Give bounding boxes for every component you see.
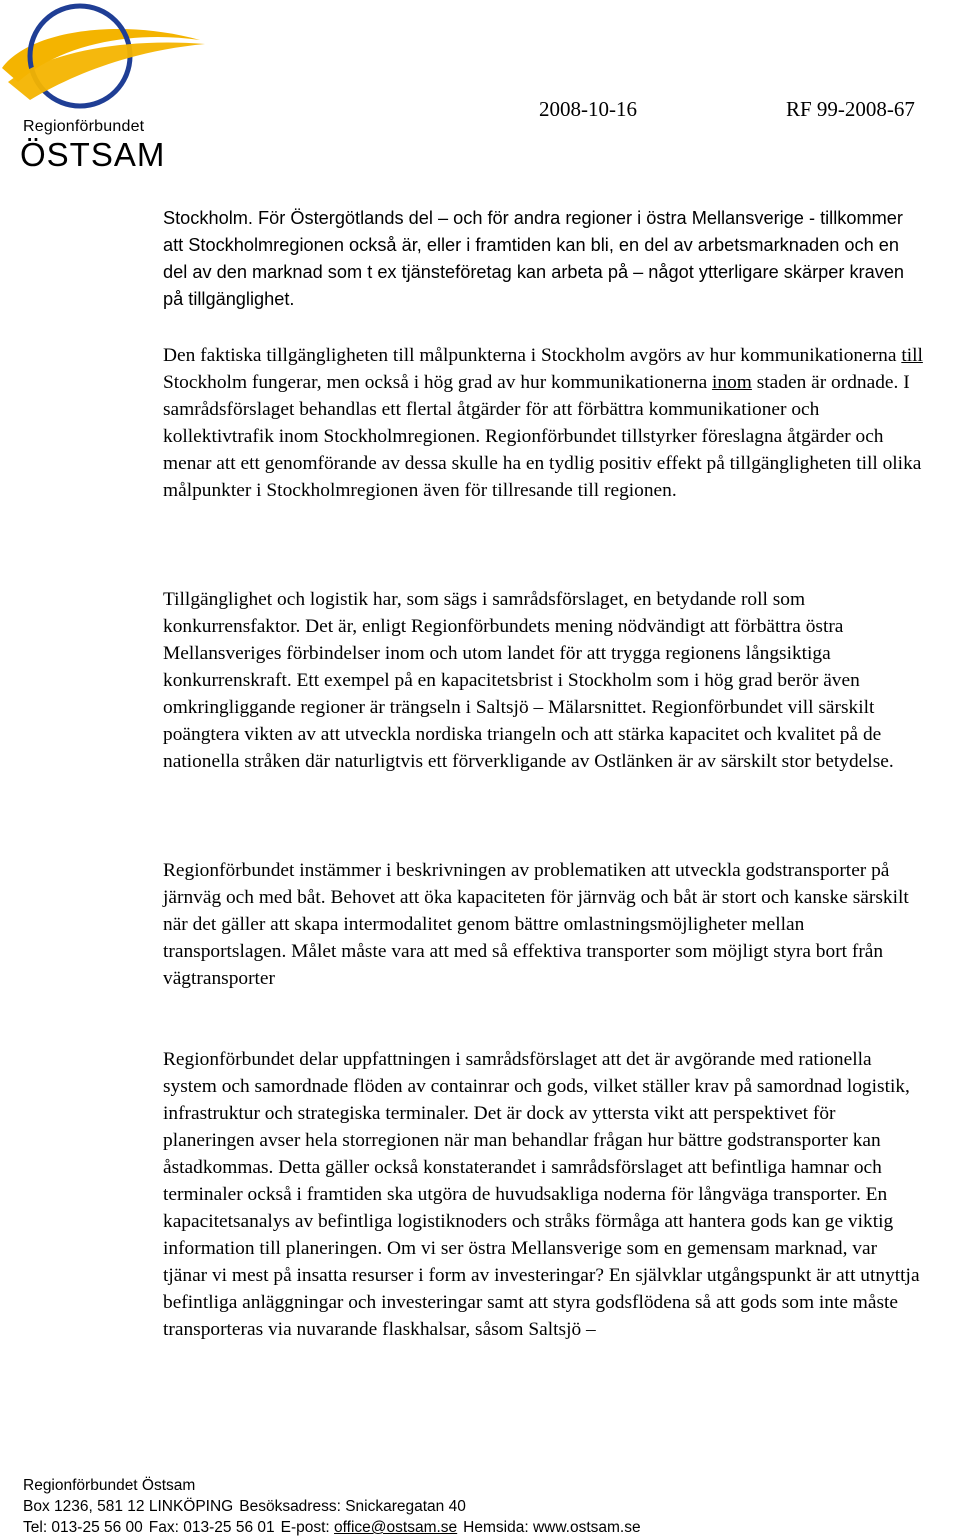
paragraph-1-text: Stockholm. För Östergötlands del – och för andra regioner i östra Mellansverige - tillkommer att Stockholmregionen också är, eller i framtiden kan bli, en del av arbetsmarknaden och en del av den marknad som t ex tjänsteföretag kan arbeta på – något ytterligare skärper kraven på tillgänglighet. <box>163 208 905 309</box>
logo-emblem-icon <box>0 0 210 130</box>
paragraph-2 <box>163 342 923 504</box>
paragraph-3-text: Tillgänglighet och logistik har, som sägs i samrådsförslaget, en betydande roll som konkurrensfaktor. Det är, enligt Regionförbundets mening nödvändigt att förbättra östra Mellansveriges förbindelser inom och utom landet för att trygga regionens långsiktiga konkurrenskraft. Ett exempel på en kapacitetsbrist i Stockholm som i hög grad berör även omkringliggande regioner är trängseln i Saltsjö – Mälarsnittet. Regionförbundet vill särskilt poängtera vikten av att utveckla nordiska triangeln och att stärka kapacitet och kvalitet på de nationella stråken där naturligtvis ett förverkligande av Ostlänken är av särskilt stor betydelse. <box>163 589 894 772</box>
paragraph-5 <box>163 1046 923 1343</box>
logo-org-big: ÖSTSAM <box>20 136 166 173</box>
footer-visit-address: Besöksadress: Snickaregatan 40 <box>239 1498 466 1515</box>
paragraph-5-text: Regionförbundet delar uppfattningen i samrådsförslaget att det är avgörande med rationella system och samordnade flöden av containrar och gods, vilket ställer krav på samordnad logistik, infrastruktur och strategiska terminaler. Det är dock av yttersta vikt att perspektivet för planeringen avser hela storregionen när man behandlar frågan hur bättre godstransporter kan åstadkommas. Detta gäller också konstaterandet i samrådsförslaget att befintliga hamnar och terminaler också i framtiden ska utgöra de huvudsakliga noderna för långväga transporter. En kapacitetsanalys av befintliga logistiknoders och stråks förmåga att hantera gods kan ge viktig information till planeringen. Om vi ser östra Mellansverige som en gemensam marknad, var tjänar vi mest på insatta resurser i form av investeringar? En självklar utgångspunkt är att utnyttja befintliga anläggningar och investeringar samt att styra godsflödena så att gods som inte måste transporteras via nuvarande flaskhalsar, såsom Saltsjö – <box>163 1049 920 1340</box>
paragraph-2-part-c: staden är ordnade. I samrådsförslaget behandlas ett flertal åtgärder för att förbättra kommunikationer och kollektivtrafik inom Stockholmregionen. Regionförbundet tillstyrker föreslagna åtgärder och menar att ett genomförande av dessa skulle ha en tydlig positiv effekt på tillgängligheten till olika målpunkter i Stockholmregionen även för tillresande till regionen. <box>163 372 922 501</box>
footer-email-link[interactable]: office@ostsam.se <box>334 1519 458 1536</box>
footer-fax: Fax: 013-25 56 01 <box>148 1519 275 1536</box>
underlined-till: till <box>901 345 923 366</box>
paragraph-2-part-a: Den faktiska tillgängligheten till målpunkterna i Stockholm avgörs av hur kommunikationerna <box>163 345 902 366</box>
paragraph-2-part-b: Stockholm fungerar, men också i hög grad av hur kommunikationerna <box>163 372 713 393</box>
paragraph-2-text <box>163 342 923 504</box>
underlined-inom: inom <box>712 372 752 393</box>
ostsam-logo <box>0 0 210 175</box>
paragraph-4 <box>163 857 923 992</box>
document-reference: RF 99-2008-67 <box>786 97 915 121</box>
footer-org: Regionförbundet Östsam <box>23 1477 196 1494</box>
footer-contact-line <box>23 1517 641 1538</box>
logo-org-small: Regionförbundet <box>23 118 145 135</box>
footer-email-label: E-post: <box>280 1519 330 1536</box>
footer-web: Hemsida: www.ostsam.se <box>463 1519 641 1536</box>
paragraph-4-text: Regionförbundet instämmer i beskrivningen av problematiken att utveckla godstransporter på järnväg och med båt. Behovet att öka kapaciteten för järnväg och båt är stort och kanske särskilt när det gäller att skapa intermodalitet genom bättre omlastningsmöjligheter mellan transportslagen. Målet måste vara att med så effektiva transporter som möjligt styra bort från vägtransporter <box>163 860 909 989</box>
paragraph-1 <box>163 205 923 313</box>
footer <box>23 1475 641 1538</box>
footer-tel: Tel: 013-25 56 00 <box>23 1519 143 1536</box>
paragraph-3 <box>163 586 923 775</box>
footer-address: Box 1236, 581 12 LINKÖPING <box>23 1498 234 1515</box>
document-date: 2008-10-16 <box>539 97 637 121</box>
footer-address-line <box>23 1496 641 1517</box>
